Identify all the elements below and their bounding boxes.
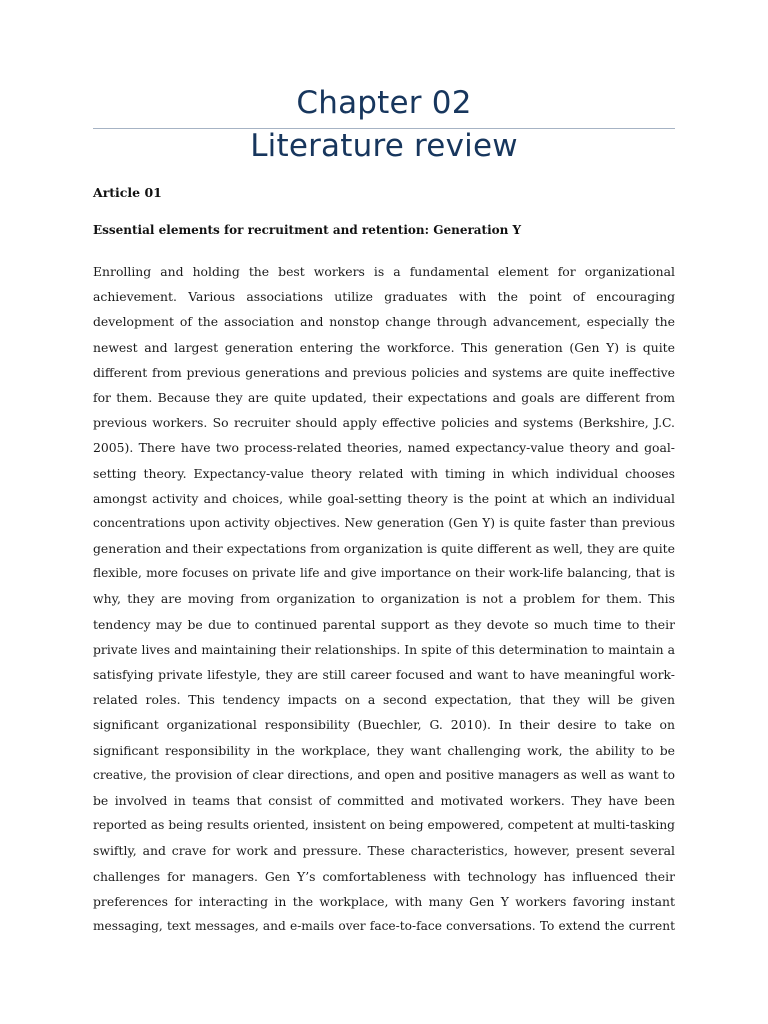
article-label: Article 01 — [93, 185, 162, 200]
body-line: satisfying private lifestyle, they are still career focused and want to have meaningful work- — [93, 667, 675, 682]
body-line: generation and their expectations from organization is quite different as well, they are quite — [93, 541, 675, 557]
body-line: significant organizational responsibility (Buechler, G. 2010). In their desire to take on — [93, 717, 675, 733]
body-line: amongst activity and choices, while goal-setting theory is the point at which an individual — [93, 490, 675, 506]
body-line: be involved in teams that consist of committed and motivated workers. They have been — [93, 792, 675, 808]
body-line: for them. Because they are quite updated, their expectations and goals are different from — [93, 389, 675, 405]
body-line: flexible, more focuses on private life and give importance on their work-life balancing, that is — [93, 566, 675, 581]
chapter-number: Chapter 02 — [296, 85, 472, 121]
article-heading: Essential elements for recruitment and retention: Generation Y — [93, 223, 522, 237]
body-line: achievement. Various associations utilize graduates with the point of encouraging — [93, 289, 675, 305]
body-line: swiftly, and crave for work and pressure. These characteristics, however, present several — [93, 843, 675, 859]
body-line: significant responsibility in the workplace, they want challenging work, the ability to be — [93, 742, 675, 758]
body-line: newest and largest generation entering the workforce. This generation (Gen Y) is quite — [93, 339, 675, 355]
body-line: setting theory. Expectancy-value theory related with timing in which individual chooses — [93, 465, 675, 481]
body-line: related roles. This tendency impacts on a second expectation, that they will be given — [93, 692, 675, 708]
body-line: Enrolling and holding the best workers is a fundamental element for organizational — [93, 264, 675, 279]
body-line: preferences for interacting in the workplace, with many Gen Y workers favoring instant — [93, 893, 675, 909]
chapter-title: Literature review — [250, 128, 518, 164]
body-line: reported as being results oriented, insistent on being empowered, competent at multi-tasking — [93, 818, 675, 833]
article-body — [93, 259, 675, 939]
body-line: 2005). There have two process-related theories, named expectancy-value theory and goal- — [93, 440, 675, 456]
body-line: concentrations upon activity objectives. New generation (Gen Y) is quite faster than previous — [93, 515, 675, 530]
body-line: private lives and maintaining their relationships. In spite of this determination to maintain a — [93, 641, 675, 657]
body-line: tendency may be due to continued parental support as they devote so much time to their — [93, 616, 675, 632]
body-line: challenges for managers. Gen Y’s comfortableness with technology has influenced their — [93, 868, 675, 884]
body-line: messaging, text messages, and e-mails over face-to-face conversations. To extend the current — [93, 918, 675, 933]
body-line: previous workers. So recruiter should apply effective policies and systems (Berkshire, J.C. — [93, 415, 675, 431]
body-line: development of the association and nonstop change through advancement, especially the — [93, 314, 675, 330]
body-line: why, they are moving from organization to organization is not a problem for them. This — [93, 591, 675, 607]
body-line: creative, the provision of clear directions, and open and positive managers as well as want to — [93, 767, 675, 782]
body-line: different from previous generations and previous policies and systems are quite ineffective — [93, 364, 675, 380]
